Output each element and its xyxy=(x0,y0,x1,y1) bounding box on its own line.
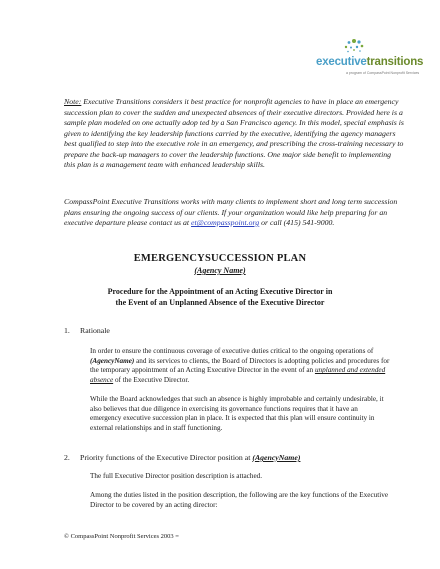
section-2-paragraph-2: Among the duties listed in the position description, the following are the key functions of the Executive Director to be covered by an acting director: xyxy=(90,491,389,509)
document-title: EMERGENCYSUCCESSION PLAN xyxy=(133,253,307,264)
phone-text: or call (415) 541-9000. xyxy=(259,218,335,227)
executive-transitions-logo xyxy=(316,38,424,78)
section-2-number: 2. xyxy=(64,453,70,462)
logo-tagline: a program of CompassPoint Nonprofit Services xyxy=(346,71,420,75)
section-1-heading: Rationale xyxy=(80,326,110,335)
agency-name-inline: (AgencyName) xyxy=(252,453,301,462)
note-text: Executive Transitions considers it best practice for nonprofit agencies to have in place an emergency succession plan to cover the sudden and unexpected absences of their executive directors. Provided here is a sample plan modeled on one actually adop ted by a San Francisco agency. In this model, special emphasis is given to identifying the key leadership functions carried by the executive, identifying the agency managers best qualified to step into the executive role in an emergency, and prescribing the cross-training necessary to prepare the back-up managers to cover the leadership functions. One major side benefit to implementing this plan is a management team with enhanced leadership skills. xyxy=(64,97,404,169)
note-label: Note: xyxy=(64,97,82,106)
section-1-paragraph-1: In order to ensure the continuous coverage of executive duties critical to the ongoing operations of (AgencyName) and its services to clients, the Board of Directors is adopting policies and procedures for the temporary appointment of an Acting Executive Director in the event of an unplanned and extended absence of the Executive Director. xyxy=(90,347,390,384)
email-link[interactable]: et@compasspoint.org xyxy=(191,218,260,227)
note-paragraph xyxy=(64,97,404,171)
agency-name-inline: (AgencyName) xyxy=(90,356,135,365)
procedure-line-1: Procedure for the Appointment of an Acting Executive Director in xyxy=(107,287,333,296)
section-1-number: 1. xyxy=(64,326,70,335)
section-2-heading: Priority functions of the Executive Director position at (AgencyName) xyxy=(80,453,301,462)
compasspoint-text: CompassPoint Executive Transitions works with many clients to implement short and long term succession plans ensuring the ongoing success of our clients. If your organization would like help preparing for an executive departure please contact us at xyxy=(64,197,398,227)
unplanned-absence-phrase: unplanned and extended absence xyxy=(90,366,386,384)
copyright-footer: © CompassPoint Nonprofit Services 2003 = xyxy=(64,533,179,540)
starburst-icon xyxy=(340,38,368,56)
agency-name: (Agency Name) xyxy=(194,266,246,275)
section-2-paragraph-1: The full Executive Director position description is attached. xyxy=(90,472,263,480)
logo-wordmark: executivetransitions xyxy=(316,56,424,68)
section-1-paragraph-2: While the Board acknowledges that such an absence is highly improbable and certainly undesirable, it also believes that due diligence in exercising its governance functions requires that it have an emergency executive succession plan in place. It is expected that this plan will ensure continuity in external relationships and in staff functioning. xyxy=(90,395,384,432)
procedure-line-2: the Event of an Unplanned Absence of the Executive Director xyxy=(115,298,325,307)
procedure-heading xyxy=(80,286,360,308)
compasspoint-paragraph xyxy=(64,197,404,229)
